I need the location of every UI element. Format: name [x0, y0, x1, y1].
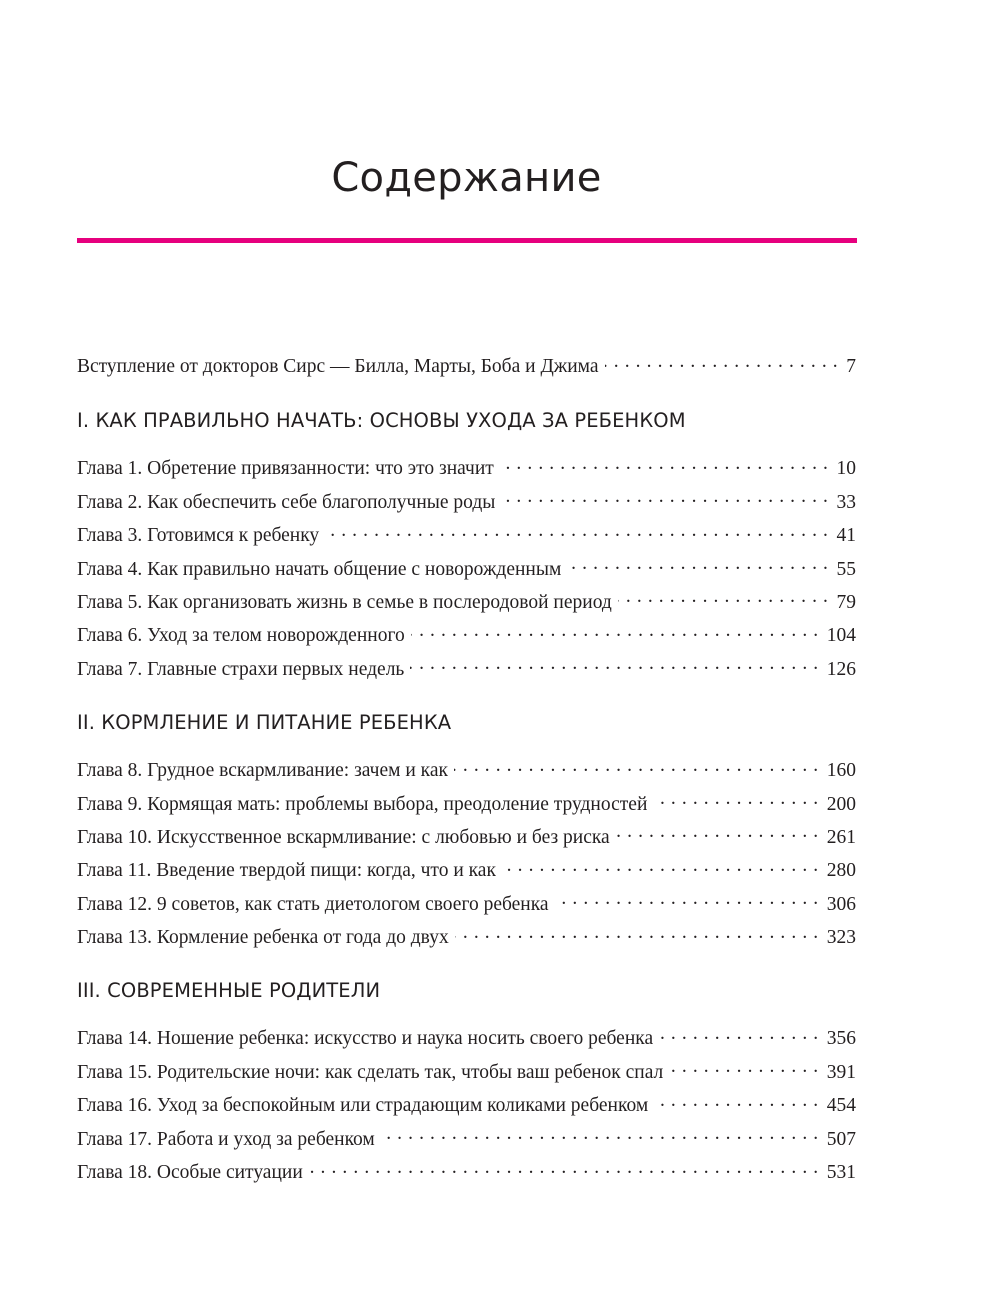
dot-leader	[654, 1092, 819, 1112]
toc-entry-label: Глава 6. Уход за телом новорожденного	[77, 625, 405, 647]
toc-entry-label: Глава 13. Кормление ребенка от года до двух	[77, 927, 449, 949]
toc-entry-page: 261	[826, 826, 856, 848]
toc-entry-label: Вступление от докторов Сирс — Билла, Марты, Боба и Джима	[77, 356, 599, 377]
dot-leader	[653, 790, 818, 810]
dot-leader	[567, 555, 828, 575]
dot-leader	[618, 588, 829, 608]
dot-leader	[455, 924, 819, 944]
toc-entry[interactable]	[77, 1156, 856, 1189]
toc-entry-page: 200	[826, 793, 856, 815]
toc-entry[interactable]	[77, 486, 856, 519]
dot-leader	[605, 353, 839, 373]
section-heading: III. СОВРЕМЕННЫЕ РОДИТЕЛИ	[77, 979, 381, 1003]
section-heading: II. КОРМЛЕНИЕ И ПИТАНИЕ РЕБЕНКА	[77, 711, 452, 735]
toc-entry-page: 531	[826, 1162, 856, 1184]
title-underline-rule	[77, 238, 857, 243]
toc-entry-page: 33	[836, 491, 856, 513]
toc-entry-page: 356	[826, 1028, 856, 1050]
toc-entry-label: Глава 11. Введение твердой пищи: когда, что и как	[77, 860, 496, 882]
toc-entry-page: 104	[826, 625, 856, 647]
dot-leader	[502, 857, 819, 877]
toc-entry-page: 160	[826, 760, 856, 782]
toc-entry-page: 323	[826, 927, 856, 949]
toc-entry-label: Глава 12. 9 советов, как стать диетологом своего ребенка	[77, 893, 549, 915]
dot-leader	[381, 1125, 819, 1145]
toc-entry-intro[interactable]	[77, 350, 856, 383]
page-title: Содержание	[331, 155, 602, 201]
toc-entry[interactable]	[77, 888, 856, 921]
toc-entry-label: Глава 7. Главные страхи первых недель	[77, 658, 405, 680]
toc-entry-page: 507	[826, 1128, 856, 1150]
toc-entry-label: Глава 18. Особые ситуации	[77, 1162, 303, 1184]
toc-entry-page: 126	[826, 658, 856, 680]
toc-entry-label: Глава 16. Уход за беспокойным или страдающим коликами ребенком	[77, 1095, 649, 1117]
dot-leader	[410, 655, 818, 675]
toc-entry-label: Глава 5. Как организовать жизнь в семье в послеродовой период	[77, 591, 612, 613]
dot-leader	[325, 522, 828, 542]
toc-entry-label: Глава 3. Готовимся к ребенку	[77, 525, 320, 547]
toc-entry-label: Глава 17. Работа и уход за ребенком	[77, 1128, 375, 1150]
toc-entry-label: Глава 4. Как правильно начать общение с новорожденным	[77, 558, 562, 580]
dot-leader	[500, 455, 829, 475]
toc-entry[interactable]	[77, 788, 856, 821]
dot-leader	[309, 1159, 819, 1179]
toc-entry[interactable]	[77, 1123, 856, 1156]
toc-entry[interactable]	[77, 586, 856, 619]
toc-entry[interactable]	[77, 1089, 856, 1122]
toc-entry[interactable]	[77, 519, 856, 552]
toc-entry-page: 41	[836, 525, 856, 547]
toc-section-2	[77, 706, 856, 954]
toc-entry[interactable]	[77, 1056, 856, 1089]
toc-entry-label: Глава 14. Ношение ребенка: искусство и наука носить своего ребенка	[77, 1028, 654, 1050]
toc-entry-page: 10	[836, 458, 856, 480]
toc-entry-page: 79	[836, 591, 856, 613]
toc-entry-page: 55	[836, 558, 856, 580]
dot-leader	[501, 488, 828, 508]
toc-entry-label: Глава 2. Как обеспечить себе благополучные роды	[77, 491, 496, 513]
toc-entry-label: Глава 10. Искусственное вскармливание: с любовью и без риска	[77, 826, 610, 848]
dot-leader	[454, 757, 819, 777]
dot-leader	[669, 1058, 818, 1078]
dot-leader	[555, 890, 819, 910]
toc-entry-label: Глава 1. Обретение привязанности: что это значит	[77, 458, 494, 480]
toc-entry[interactable]	[77, 619, 856, 652]
toc-entry-label: Глава 8. Грудное вскармливание: зачем и как	[77, 760, 448, 782]
toc-entry[interactable]	[77, 1022, 856, 1055]
dot-leader	[659, 1025, 819, 1045]
toc-section-3	[77, 974, 856, 1189]
toc-entry[interactable]	[77, 452, 856, 485]
toc-entry[interactable]	[77, 653, 856, 686]
toc-entry[interactable]	[77, 821, 856, 854]
section-heading: I. КАК ПРАВИЛЬНО НАЧАТЬ: ОСНОВЫ УХОДА ЗА РЕБЕНКОМ	[77, 409, 686, 433]
toc-section-1	[77, 404, 856, 686]
dot-leader	[411, 622, 819, 642]
toc-entry-page: 280	[826, 860, 856, 882]
dot-leader	[616, 823, 819, 843]
toc-entry-page: 391	[826, 1061, 856, 1083]
toc-entry[interactable]	[77, 854, 856, 887]
toc-entry[interactable]	[77, 553, 856, 586]
toc-entry-page: 306	[826, 893, 856, 915]
toc-entry-label: Глава 15. Родительские ночи: как сделать так, чтобы ваш ребенок спал	[77, 1061, 664, 1083]
toc-entry[interactable]	[77, 921, 856, 954]
table-of-contents	[77, 350, 856, 1209]
toc-entry-page: 454	[826, 1095, 856, 1117]
toc-entry-label: Глава 9. Кормящая мать: проблемы выбора, преодоление трудностей	[77, 793, 648, 815]
toc-entry[interactable]	[77, 754, 856, 787]
toc-entry-page: 7	[846, 356, 856, 377]
